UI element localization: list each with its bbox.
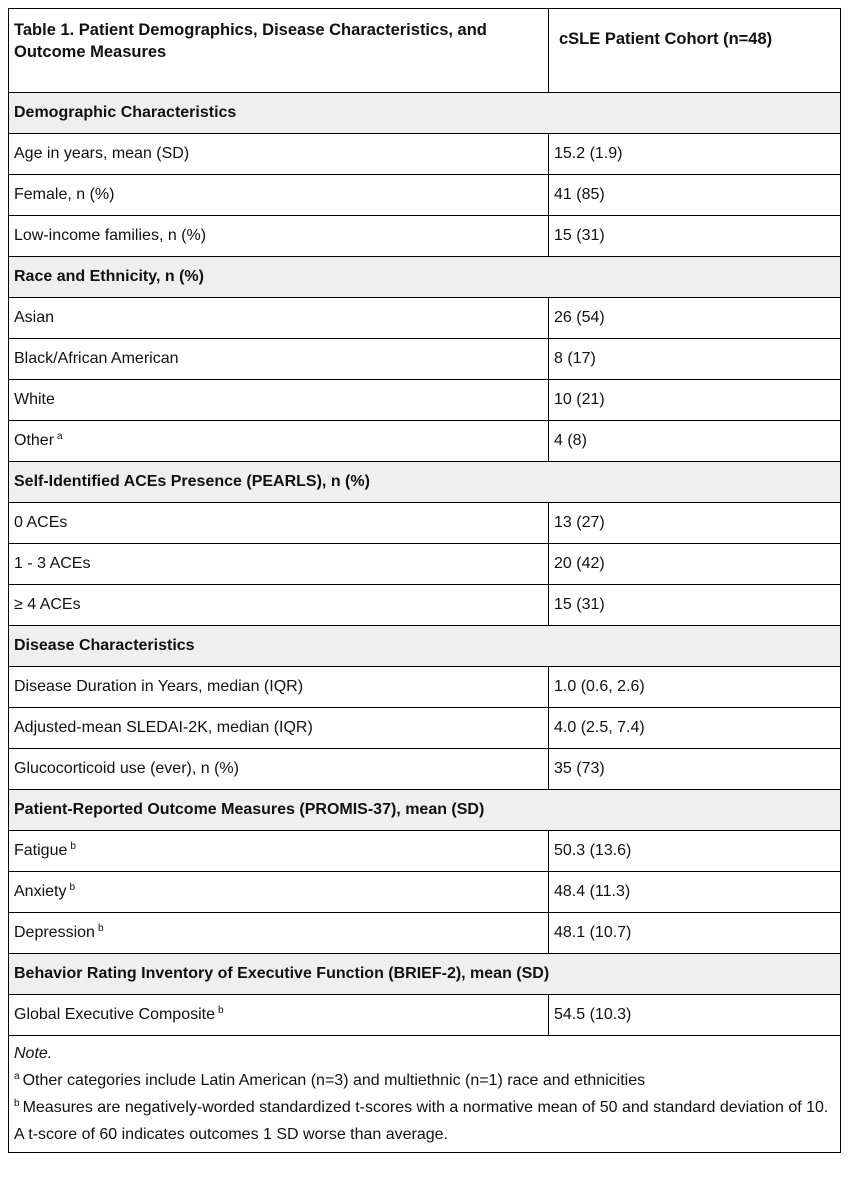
row-value: 10 (21) xyxy=(549,380,841,421)
row-label: Disease Duration in Years, median (IQR) xyxy=(14,678,304,695)
row-label-cell xyxy=(9,913,549,954)
table-row xyxy=(9,913,841,954)
section-heading: Self-Identified ACEs Presence (PEARLS), n (%) xyxy=(9,462,841,503)
section-header-row xyxy=(9,626,841,667)
footnote-marker: b xyxy=(70,841,76,852)
row-label: Black/African American xyxy=(14,350,179,367)
section-header-row xyxy=(9,93,841,134)
footnote-b xyxy=(14,1094,840,1148)
row-label-cell xyxy=(9,667,549,708)
row-label-cell xyxy=(9,421,549,462)
row-value: 50.3 (13.6) xyxy=(549,831,841,872)
row-label-cell xyxy=(9,134,549,175)
footnote-marker: a xyxy=(57,431,63,442)
footnote-b-text: Measures are negatively-worded standardized t-scores with a normative mean of 50 and standard deviation of 10. A t-score of 60 indicates outcomes 1 SD worse than average. xyxy=(14,1099,829,1143)
row-label: 1 - 3 ACEs xyxy=(14,555,91,572)
row-label-cell xyxy=(9,831,549,872)
footnote-b-mark: b xyxy=(14,1098,20,1109)
row-label: Age in years, mean (SD) xyxy=(14,145,190,162)
row-label-cell xyxy=(9,995,549,1036)
row-label: Adjusted-mean SLEDAI-2K, median (IQR) xyxy=(14,719,313,736)
row-label-cell xyxy=(9,175,549,216)
row-value: 48.4 (11.3) xyxy=(549,872,841,913)
table-row xyxy=(9,995,841,1036)
section-heading: Disease Characteristics xyxy=(9,626,841,667)
table-row xyxy=(9,380,841,421)
row-label: Global Executive Composite xyxy=(14,1006,215,1023)
table-title: Table 1. Patient Demographics, Disease Characteristics, and Outcome Measures xyxy=(9,9,549,93)
row-label-cell xyxy=(9,503,549,544)
row-label: 0 ACEs xyxy=(14,514,68,531)
table-row xyxy=(9,216,841,257)
section-heading: Race and Ethnicity, n (%) xyxy=(9,257,841,298)
row-label: Fatigue xyxy=(14,842,68,859)
row-value: 15 (31) xyxy=(549,585,841,626)
table-row xyxy=(9,667,841,708)
row-label: Low-income families, n (%) xyxy=(14,227,207,244)
row-label: Anxiety xyxy=(14,883,67,900)
table-row xyxy=(9,585,841,626)
section-header-row xyxy=(9,954,841,995)
table-row xyxy=(9,134,841,175)
row-label-cell xyxy=(9,708,549,749)
row-label-cell xyxy=(9,298,549,339)
footnote-marker: b xyxy=(69,882,76,893)
row-value: 41 (85) xyxy=(549,175,841,216)
row-label: Glucocorticoid use (ever), n (%) xyxy=(14,760,239,777)
table-row xyxy=(9,831,841,872)
table-row xyxy=(9,749,841,790)
footnote-a xyxy=(14,1067,840,1094)
table-row xyxy=(9,339,841,380)
row-label: Asian xyxy=(14,309,55,326)
row-label-cell xyxy=(9,872,549,913)
row-value: 4 (8) xyxy=(549,421,841,462)
table-row xyxy=(9,421,841,462)
row-label-cell xyxy=(9,585,549,626)
row-value: 15 (31) xyxy=(549,216,841,257)
row-label: ≥ 4 ACEs xyxy=(14,596,81,613)
column-header-cohort: cSLE Patient Cohort (n=48) xyxy=(549,9,841,93)
row-value: 48.1 (10.7) xyxy=(549,913,841,954)
table-row xyxy=(9,503,841,544)
row-value: 35 (73) xyxy=(549,749,841,790)
row-value: 4.0 (2.5, 7.4) xyxy=(549,708,841,749)
table-body xyxy=(9,9,841,1036)
section-heading: Behavior Rating Inventory of Executive Function (BRIEF-2), mean (SD) xyxy=(9,954,841,995)
section-header-row xyxy=(9,462,841,503)
row-label-cell xyxy=(9,216,549,257)
footnote-a-mark: a xyxy=(14,1071,20,1082)
footnote-marker: b xyxy=(97,923,104,934)
row-value: 54.5 (10.3) xyxy=(549,995,841,1036)
row-label: White xyxy=(14,391,55,408)
table-note xyxy=(9,1036,841,1153)
section-heading: Patient-Reported Outcome Measures (PROMIS-37), mean (SD) xyxy=(9,790,841,831)
table-header-row xyxy=(9,9,841,93)
note-title: Note. xyxy=(14,1045,53,1062)
row-label-cell xyxy=(9,380,549,421)
row-value: 1.0 (0.6, 2.6) xyxy=(549,667,841,708)
table-row xyxy=(9,544,841,585)
row-label: Other xyxy=(14,432,55,449)
footnote-a-text: Other categories include Latin American (n=3) and multiethnic (n=1) race and ethnicities xyxy=(22,1072,646,1089)
row-value: 8 (17) xyxy=(549,339,841,380)
row-label-cell xyxy=(9,544,549,585)
footnote-marker: b xyxy=(217,1005,224,1016)
section-heading: Demographic Characteristics xyxy=(9,93,841,134)
table-row xyxy=(9,708,841,749)
row-value: 26 (54) xyxy=(549,298,841,339)
row-label: Female, n (%) xyxy=(14,186,115,203)
row-value: 15.2 (1.9) xyxy=(549,134,841,175)
demographics-table xyxy=(8,8,841,1153)
section-header-row xyxy=(9,790,841,831)
row-label-cell xyxy=(9,339,549,380)
row-label-cell xyxy=(9,749,549,790)
table-note-row xyxy=(9,1036,841,1153)
table-row xyxy=(9,298,841,339)
row-label: Depression xyxy=(14,924,95,941)
section-header-row xyxy=(9,257,841,298)
row-value: 13 (27) xyxy=(549,503,841,544)
table-row xyxy=(9,872,841,913)
row-value: 20 (42) xyxy=(549,544,841,585)
table-row xyxy=(9,175,841,216)
